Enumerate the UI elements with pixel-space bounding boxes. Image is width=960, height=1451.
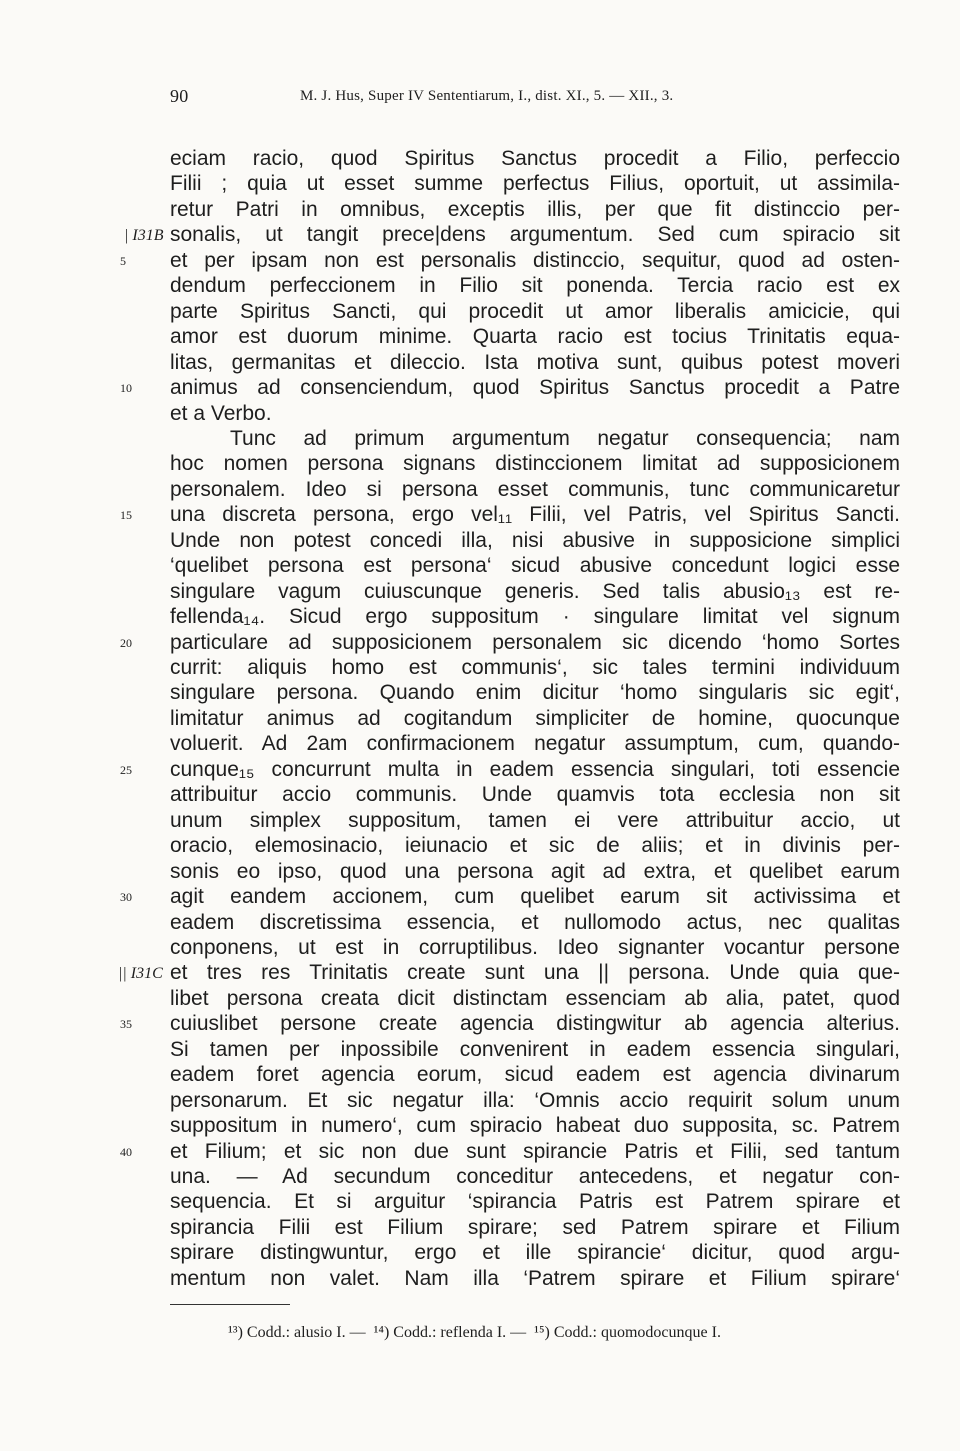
- text-line: cunque₁₅ concurrunt multa in eadem essencia singulari, toti essencie: [170, 758, 900, 781]
- page-number: 90: [170, 86, 189, 106]
- running-head: M. J. Hus, Super IV Sententiarum, I., dist. XI., 5. — XII., 3.: [300, 88, 674, 104]
- text-line: eadem foret agencia eorum, sicud eadem est agencia divinarum: [170, 1063, 900, 1086]
- running-header: [170, 86, 900, 112]
- text-line: dendum perfeccionem in Filio sit ponenda. Tercia racio est ex: [170, 274, 900, 297]
- text-line: voluerit. Ad 2am confirmacionem negatur assumptum, cum, quando-: [170, 732, 900, 755]
- text-line: currit: aliquis homo est communis‘, sic tales termini individuum: [170, 656, 900, 679]
- text-line: sequencia. Et si arguitur ‘spirancia Patris est Patrem spirare et: [170, 1190, 900, 1213]
- text-line: Unde non potest concedi illa, nisi abusive in supposicione simplici: [170, 529, 900, 552]
- text-line: conponens, ut est in corruptilibus. Ideo signanter vocantur persone: [170, 936, 900, 959]
- footnote-13: ¹³) Codd.: alusio I. —: [228, 1324, 366, 1341]
- text-line: retur Patri in omnibus, exceptis illis, per que fit distinccio per-: [170, 198, 900, 221]
- line-number: 15: [120, 508, 132, 522]
- text-line: ‘quelibet persona est persona‘ sicud abusive concedunt logici esse: [170, 554, 900, 577]
- text-line: mentum non valet. Nam illa ‘Patrem spirare et Filium spirare‘: [170, 1267, 900, 1290]
- text-line: Si tamen per inpossibile convenirent in eadem essencia singulari,: [170, 1038, 900, 1061]
- line-number: 10: [120, 381, 132, 395]
- manuscript-folio-ref: | I31B: [124, 227, 164, 244]
- line-number: 35: [120, 1017, 132, 1031]
- text-line: et a Verbo.: [170, 402, 272, 425]
- text-line: singulare persona. Quando enim dicitur ‘homo singularis sic egit‘,: [170, 681, 900, 704]
- line-number: 20: [120, 636, 132, 650]
- text-line: sonalis, ut tangit prece|dens argumentum. Sed cum spiracio sit: [170, 223, 900, 246]
- line-number: 40: [120, 1145, 132, 1159]
- text-line: una. — Ad secundum conceditur antecedens, et negatur con-: [170, 1165, 900, 1188]
- text-line: particulare ad supposicionem personalem sic dicendo ‘homo Sortes: [170, 631, 900, 654]
- text-line: et Filium; et sic non due sunt spirancie Patris et Filii, sed tantum: [170, 1140, 900, 1163]
- text-line: personalem. Ideo si persona esset communis, tunc communicaretur: [170, 478, 900, 501]
- text-line: unum simplex suppositum, tamen ei vere attribuitur accio, ut: [170, 809, 900, 832]
- text-line: agit eandem accionem, cum quelibet earum sit activissima et: [170, 885, 900, 908]
- text-line: animus ad consenciendum, quod Spiritus Sanctus procedit a Patre: [170, 376, 900, 399]
- text-line: eadem discretissima essencia, et nullomodo actus, nec qualitas: [170, 911, 900, 934]
- footnote-rule: [170, 1304, 290, 1305]
- text-line: oracio, elemosinacio, ieiunacio et sic de aliis; et in divinis per-: [170, 834, 900, 857]
- text-line: eciam racio, quod Spiritus Sanctus procedit a Filio, perfeccio: [170, 147, 900, 170]
- text-line: una discreta persona, ergo vel₁₁ Filii, vel Patris, vel Spiritus Sancti.: [170, 503, 900, 526]
- text-line: spirancia Filii est Filium spirare; sed Patrem spirare et Filium: [170, 1216, 900, 1239]
- manuscript-folio-ref: || I31C: [118, 965, 163, 982]
- text-line: suppositum in numero‘, cum spiracio habeat duo supposita, sc. Patrem: [170, 1114, 900, 1137]
- text-line: et per ipsam non est personalis distinccio, sequitur, quod ad osten-: [170, 249, 900, 272]
- line-number: 25: [120, 763, 132, 777]
- text-line: hoc nomen persona signans distinccionem limitat ad supposicionem: [170, 452, 900, 475]
- text-line: et tres res Trinitatis create sunt una || persona. Unde quia que-: [170, 961, 900, 984]
- text-line: parte Spiritus Sancti, qui procedit ut amor liberalis amicicie, qui: [170, 300, 900, 323]
- footnotes: [228, 1324, 908, 1342]
- text-line: cuiuslibet persone create agencia distingwitur ab agencia alterius.: [170, 1012, 900, 1035]
- footnote-15: ¹⁵) Codd.: quomodocunque I.: [534, 1324, 721, 1341]
- text-line: libet persona creata dicit distinctam essenciam ab alia, patet, quod: [170, 987, 900, 1010]
- text-line: singulare vagum cuiuscunque generis. Sed talis abusio₁₃ est re-: [170, 580, 900, 603]
- line-number: 5: [120, 254, 126, 268]
- text-line: Filii ; quia ut esset summe perfectus Filius, oportuit, ut assimila-: [170, 172, 900, 195]
- text-line: attribuitur accio communis. Unde quamvis tota ecclesia non sit: [170, 783, 900, 806]
- text-line: spirare distingwuntur, ergo et ille spirancie‘ dicitur, quod argu-: [170, 1241, 900, 1264]
- text-line: amor est duorum minime. Quarta racio est tocius Trinitatis equa-: [170, 325, 900, 348]
- footnote-14: ¹⁴) Codd.: reflenda I. —: [373, 1324, 527, 1341]
- text-line: personarum. Et sic negatur illa: ‘Omnis accio requirit solum unum: [170, 1089, 900, 1112]
- text-line: Tunc ad primum argumentum negatur consequencia; nam: [230, 427, 900, 450]
- text-line: litas, germanitas et dileccio. Ista motiva sunt, quibus potest moveri: [170, 351, 900, 374]
- text-line: sonis eo ipso, quod una persona agit ad extra, et quelibet earum: [170, 860, 900, 883]
- text-line: limitatur animus ad cogitandum simpliciter de homine, quocunque: [170, 707, 900, 730]
- text-line: fellenda₁₄. Sicud ergo suppositum · singulare limitat vel signum: [170, 605, 900, 628]
- line-number: 30: [120, 890, 132, 904]
